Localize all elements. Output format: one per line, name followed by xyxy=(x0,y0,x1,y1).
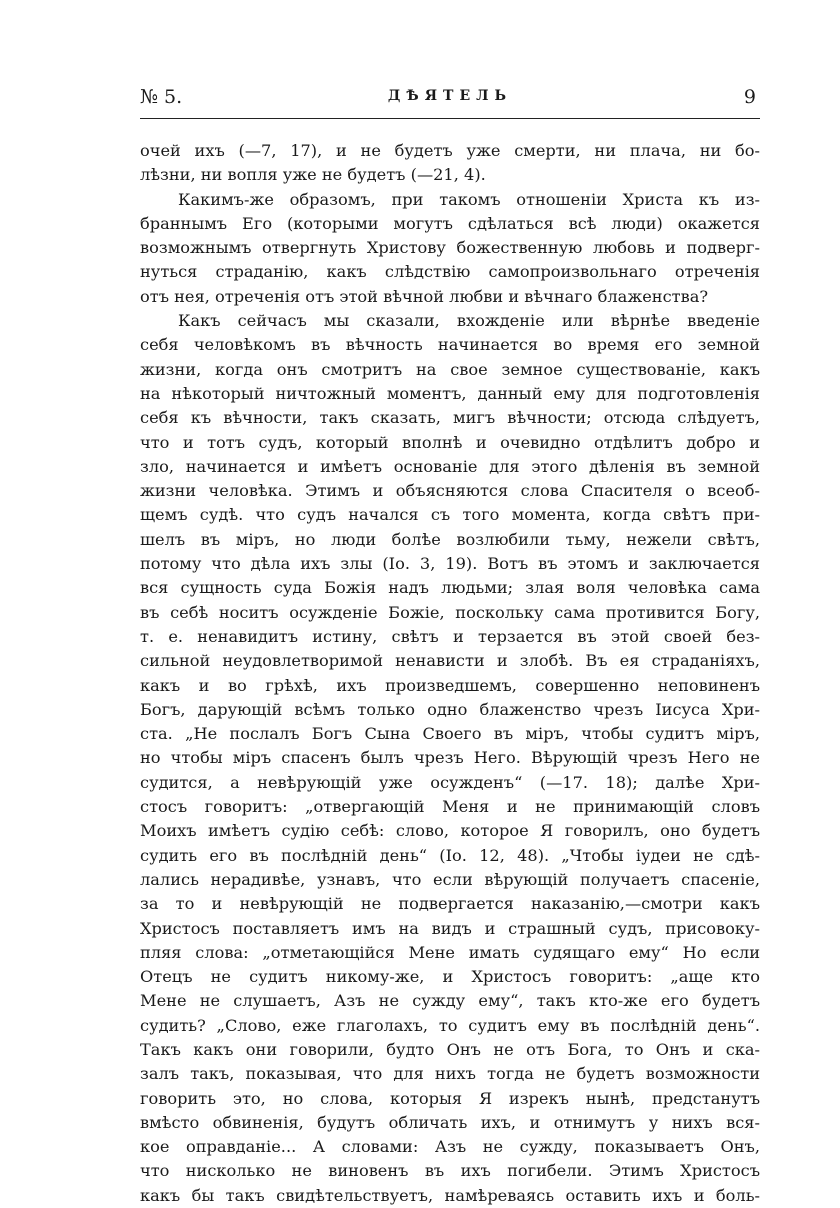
text-line: но чтобы міръ спасенъ былъ чрезъ Него. Вѣрующій чрезъ Него не xyxy=(140,748,760,768)
text-line: за то и невѣрующій не подвергается наказанію,—смотри какъ xyxy=(140,894,760,914)
text-line: говорить это, но слова, которыя Я изрекъ нынѣ, предстанутъ xyxy=(140,1088,760,1108)
text-line: на нѣкоторый ничтожный моментъ, данный ему для подготовленія xyxy=(140,383,760,403)
text-line: сильной неудовлетворимой ненависти и злобѣ. Въ ея страданіяхъ, xyxy=(140,651,760,671)
text-line: что и тотъ судъ, который вполнѣ и очевидно отдѣлитъ добро и xyxy=(140,432,760,452)
text-line: кое оправданіе... А словами: Азъ не сужду, показываетъ Онъ, xyxy=(140,1137,760,1157)
text-line: отъ нея, отреченія отъ этой вѣчной любви и вѣчнаго блаженства? xyxy=(140,286,709,306)
text-line: судить? „Слово, еже глаголахъ, то судитъ ему въ послѣдній день“. xyxy=(140,1015,760,1035)
paragraph xyxy=(140,188,760,309)
text-line: т. е. ненавидитъ истину, свѣтъ и терзается въ этой своей без- xyxy=(140,626,760,646)
text-line: какъ и во грѣхѣ, ихъ произведшемъ, совершенно неповиненъ xyxy=(140,675,760,695)
text-line: Какъ сейчасъ мы сказали, вхожденіе или вѣрнѣе введеніе xyxy=(178,311,760,331)
journal-title: ДѢЯТЕЛЬ xyxy=(387,88,513,104)
text-line: стосъ говоритъ: „отвергающій Меня и не принимающій словъ xyxy=(140,797,760,817)
text-line: судить его въ послѣдній день“ (Іо. 12, 48). „Чтобы іудеи не сдѣ- xyxy=(140,845,760,865)
text-line: Такъ какъ они говорили, будто Онъ не отъ Бога, то Онъ и ска- xyxy=(140,1039,760,1059)
text-line: жизни, когда онъ смотритъ на свое земное существованіе, какъ xyxy=(140,359,760,379)
page-number: 9 xyxy=(743,86,756,108)
issue-number: № 5. xyxy=(140,86,183,108)
paragraph xyxy=(140,309,760,1208)
paragraph xyxy=(140,139,760,188)
text-line: Какимъ-же образомъ, при такомъ отношеніи Христа къ из- xyxy=(178,189,760,209)
text-line: жизни человѣка. Этимъ и объясняются слова Спасителя о всеоб- xyxy=(140,481,760,501)
text-line: въ себѣ носитъ осужденіе Божіе, поскольку сама противится Богу, xyxy=(140,602,760,622)
text-line: себя къ вѣчности, такъ сказать, мигъ вѣчности; отсюда слѣдуетъ, xyxy=(140,408,760,428)
body-text xyxy=(140,139,760,1208)
text-line: себя человѣкомъ въ вѣчность начинается во время его земной xyxy=(140,335,760,355)
text-line: что нисколько не виновенъ въ ихъ погибели. Этимъ Христосъ xyxy=(140,1161,760,1181)
text-line: какъ бы такъ свидѣтельствуетъ, намѣреваясь оставить ихъ и боль- xyxy=(140,1185,760,1205)
text-line: Отецъ не судитъ никому-же, и Христосъ говоритъ: „аще кто xyxy=(140,967,760,987)
text-line: потому что дѣла ихъ злы (Іо. 3, 19). Вотъ въ этомъ и заключается xyxy=(140,554,760,574)
text-line: браннымъ Его (которыми могутъ сдѣлаться всѣ люди) окажется xyxy=(140,213,760,233)
text-line: Моихъ имѣетъ судію себѣ: слово, которое Я говорилъ, оно будетъ xyxy=(140,821,760,841)
text-line: ста. „Не послалъ Богъ Сына Своего въ міръ, чтобы судитъ міръ, xyxy=(140,724,760,744)
text-line: лѣзни, ни вопля уже не будетъ (—21, 4). xyxy=(140,165,486,185)
text-line: зло, начинается и имѣетъ основаніе для этого дѣленія въ земной xyxy=(140,456,760,476)
text-line: судится, а невѣрующій уже осужденъ“ (—17. 18); далѣе Хри- xyxy=(140,772,760,792)
page-header xyxy=(140,82,760,119)
text-line: лались нерадивѣе, узнавъ, что если вѣрующій получаетъ спасеніе, xyxy=(140,869,760,889)
text-line: вмѣсто обвиненія, будутъ обличать ихъ, и отнимутъ у нихъ вся- xyxy=(140,1112,760,1132)
text-line: пляя слова: „отметающійся Мене имать судящаго ему“ Но если xyxy=(140,942,760,962)
text-line: вся сущность суда Божія надъ людьми; злая воля человѣка сама xyxy=(140,578,760,598)
text-line: залъ такъ, показывая, что для нихъ тогда не будетъ возможности xyxy=(140,1064,760,1084)
text-line: нуться страданію, какъ слѣдствію самопроизвольнаго отреченія xyxy=(140,262,760,282)
text-line: щемъ судѣ. что судъ начался съ того момента, когда свѣтъ при- xyxy=(140,505,760,525)
text-line: очей ихъ (—7, 17), и не будетъ уже смерти, ни плача, ни бо- xyxy=(140,141,760,160)
text-line: Богъ, дарующій всѣмъ только одно блаженство чрезъ Іисуса Хри- xyxy=(140,699,760,719)
text-line: Христосъ поставляетъ имъ на видъ и страшный судъ, присовоку- xyxy=(140,918,760,938)
text-line: возможнымъ отвергнуть Христову божественную любовь и подверг- xyxy=(140,238,760,258)
document-page xyxy=(140,82,760,1208)
text-line: Мене не слушаетъ, Азъ не сужду ему“, такъ кто-же его будетъ xyxy=(140,991,760,1011)
text-line: шелъ въ міръ, но люди болѣе возлюбили тьму, нежели свѣтъ, xyxy=(140,529,760,549)
